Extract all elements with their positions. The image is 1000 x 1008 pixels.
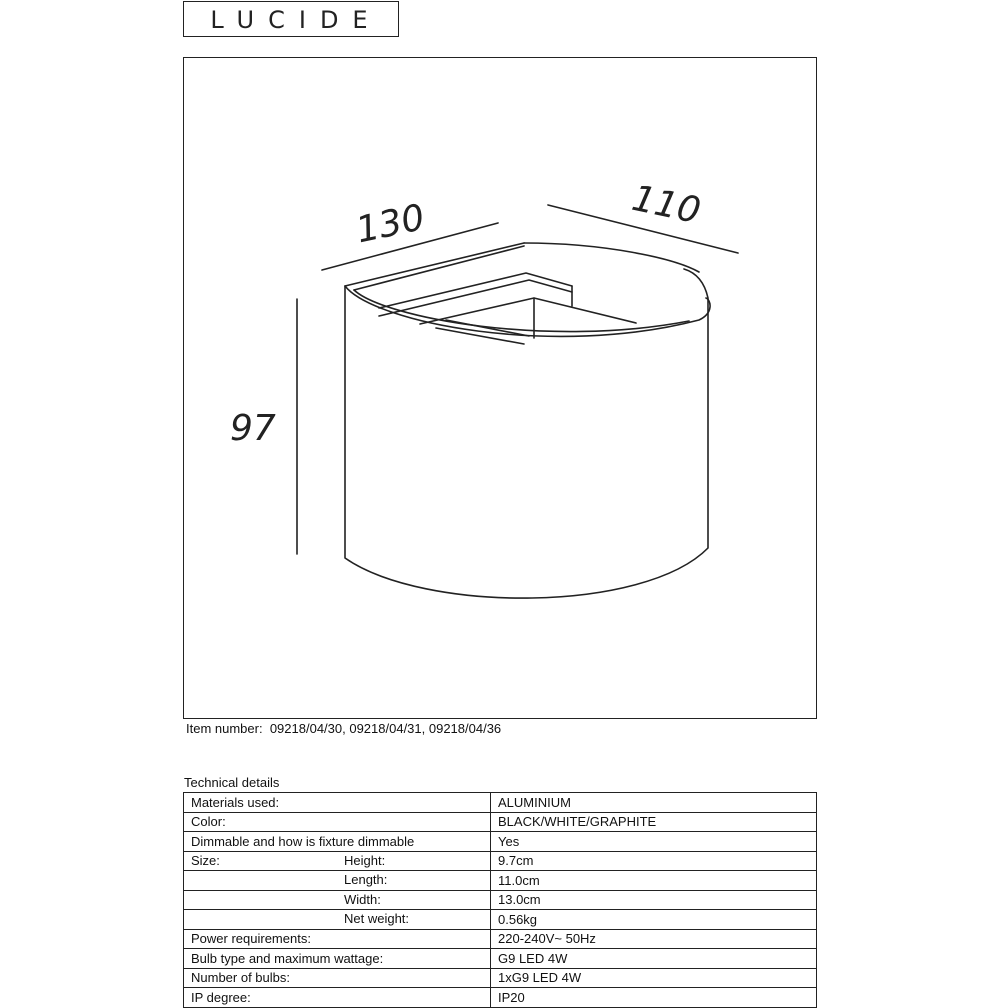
row-label: IP degree:: [191, 989, 251, 1005]
row-label: Size:: [191, 853, 220, 869]
technical-details-title: Technical details: [184, 775, 280, 790]
item-number-label: Item number:: [186, 721, 263, 736]
row-value: ALUMINIUM: [491, 793, 817, 813]
technical-details-table: [183, 792, 817, 1008]
top-arc-back: [524, 243, 699, 272]
row-label: Color:: [191, 814, 226, 830]
brand-logo: [183, 1, 399, 37]
row-value: 220-240V~ 50Hz: [491, 929, 817, 949]
row-value: 9.7cm: [491, 851, 817, 871]
table-row: [184, 812, 817, 832]
bracket-top: [379, 273, 572, 308]
item-number-line: [186, 721, 501, 736]
row-value: 11.0cm: [491, 871, 817, 891]
length-dimension-label: 110: [628, 177, 705, 233]
height-dimension-label: 97: [230, 408, 276, 449]
technical-drawing: [183, 57, 817, 719]
bracket-plate-edge: [436, 328, 524, 344]
table-row: [184, 988, 817, 1008]
row-label: Power requirements:: [191, 931, 311, 947]
row-value: 13.0cm: [491, 890, 817, 910]
row-label: Number of bulbs:: [191, 970, 290, 986]
table-row: [184, 929, 817, 949]
row-sublabel: Height:: [344, 852, 386, 868]
row-sublabel: Net weight:: [344, 911, 410, 926]
row-value: G9 LED 4W: [491, 949, 817, 969]
lamp-drawing-svg: [184, 58, 818, 720]
row-value: 0.56kg: [491, 910, 817, 930]
row-sublabel: Length:: [344, 872, 388, 887]
bracket-plate-left: [420, 298, 636, 324]
row-label: Materials used:: [191, 794, 280, 810]
item-number-values: 09218/04/30, 09218/04/31, 09218/04/36: [269, 721, 502, 736]
table-row: [184, 910, 817, 930]
row-value: 1xG9 LED 4W: [491, 968, 817, 988]
table-row: [184, 949, 817, 969]
table-row: [184, 890, 817, 910]
table-row: [184, 851, 817, 871]
rim-back-left-inner: [354, 246, 524, 290]
table-row: [184, 793, 817, 813]
table-row: [184, 871, 817, 891]
table-row: [184, 968, 817, 988]
row-sublabel: Width:: [344, 891, 381, 907]
row-value: IP20: [491, 988, 817, 1008]
width-dimension-label: 130: [352, 197, 429, 252]
row-value: BLACK/WHITE/GRAPHITE: [491, 812, 817, 832]
row-value: Yes: [491, 832, 817, 852]
table-row: [184, 832, 817, 852]
row-label: Dimmable and how is fixture dimmable: [191, 833, 415, 849]
cylinder-outline: [345, 269, 708, 598]
logo-text: LUCIDE: [210, 6, 382, 34]
cylinder-rim-inner: [354, 290, 689, 332]
row-label: Bulb type and maximum wattage:: [191, 950, 384, 966]
